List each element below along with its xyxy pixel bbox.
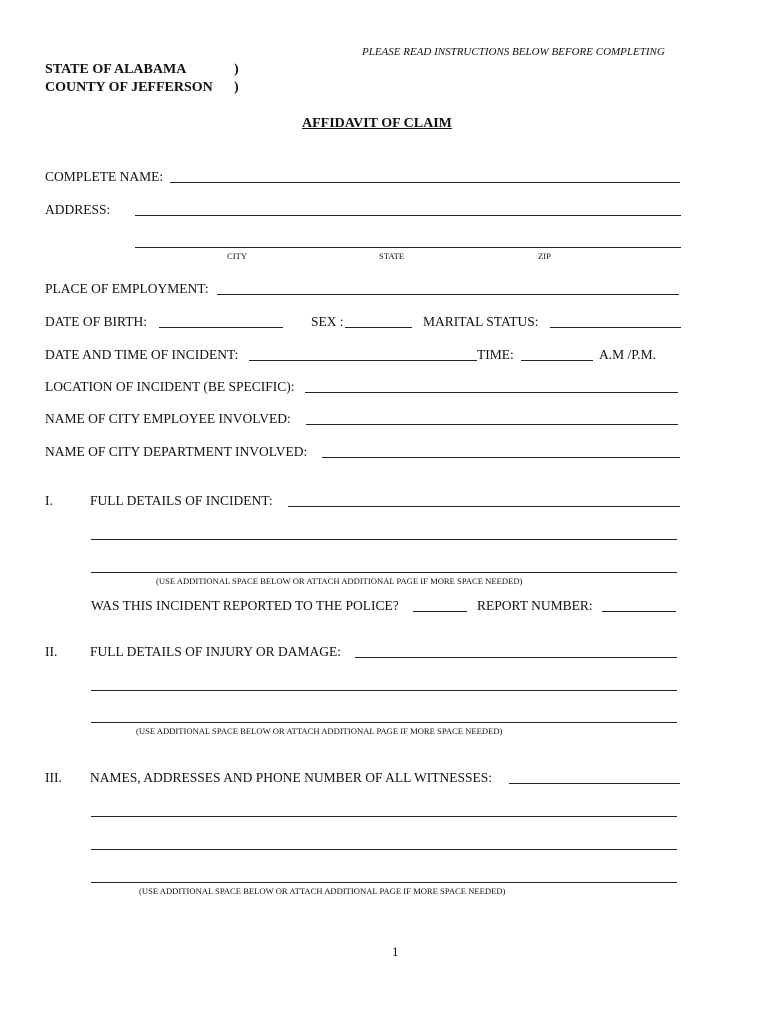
sex-field[interactable] (345, 327, 412, 328)
section-3-label: NAMES, ADDRESSES AND PHONE NUMBER OF ALL WITNESSES: (90, 770, 493, 785)
section-1-line-2[interactable] (91, 539, 677, 540)
address-line-1[interactable] (135, 215, 681, 216)
time-label: TIME: (477, 347, 514, 362)
employment-field[interactable] (217, 294, 679, 295)
instructions-note: PLEASE READ INSTRUCTIONS BELOW BEFORE COMPLETING (362, 46, 665, 58)
section-3-line-2[interactable] (91, 816, 677, 817)
section-1-line-3[interactable] (91, 572, 677, 573)
dob-label: DATE OF BIRTH: (45, 314, 147, 329)
employment-label: PLACE OF EMPLOYMENT: (45, 281, 209, 296)
county-heading: COUNTY OF JEFFERSON (45, 80, 213, 95)
report-number-label: REPORT NUMBER: (477, 598, 593, 613)
section-3-line-3[interactable] (91, 849, 677, 850)
section-2-number: II. (45, 644, 58, 659)
marital-field[interactable] (550, 327, 681, 328)
state-paren: ) (234, 62, 239, 77)
report-number-field[interactable] (602, 611, 676, 612)
section-2-line-3[interactable] (91, 722, 677, 723)
county-paren: ) (234, 80, 239, 95)
section-1-field[interactable] (288, 506, 680, 507)
police-question: WAS THIS INCIDENT REPORTED TO THE POLICE? (91, 598, 399, 613)
address-line-2[interactable] (135, 247, 681, 248)
section-2-line-2[interactable] (91, 690, 677, 691)
marital-label: MARITAL STATUS: (423, 314, 539, 329)
state-heading: STATE OF ALABAMA (45, 62, 187, 77)
address-label: ADDRESS: (45, 202, 111, 217)
am-pm-label: A.M /P.M. (599, 347, 657, 362)
section-1-label: FULL DETAILS OF INCIDENT: (90, 493, 273, 508)
department-field[interactable] (322, 457, 680, 458)
time-field[interactable] (521, 360, 593, 361)
complete-name-field[interactable] (170, 182, 680, 183)
sex-label: SEX : (311, 314, 344, 329)
section-3-field[interactable] (509, 783, 680, 784)
department-label: NAME OF CITY DEPARTMENT INVOLVED: (45, 444, 308, 459)
incident-date-label: DATE AND TIME OF INCIDENT: (45, 347, 239, 362)
dob-field[interactable] (159, 327, 283, 328)
page-number: 1 (392, 944, 399, 959)
section-2-note: (USE ADDITIONAL SPACE BELOW OR ATTACH ADDITIONAL PAGE IF MORE SPACE NEEDED) (136, 726, 503, 736)
section-3-line-4[interactable] (91, 882, 677, 883)
employee-field[interactable] (306, 424, 678, 425)
form-title: AFFIDAVIT OF CLAIM (302, 116, 452, 131)
police-answer-field[interactable] (413, 611, 467, 612)
employee-label: NAME OF CITY EMPLOYEE INVOLVED: (45, 411, 291, 426)
location-label: LOCATION OF INCIDENT (BE SPECIFIC): (45, 379, 295, 394)
location-field[interactable] (305, 392, 678, 393)
incident-date-field[interactable] (249, 360, 477, 361)
state-caption: STATE (379, 251, 405, 261)
section-2-field[interactable] (355, 657, 677, 658)
section-3-note: (USE ADDITIONAL SPACE BELOW OR ATTACH ADDITIONAL PAGE IF MORE SPACE NEEDED) (139, 886, 506, 896)
section-2-label: FULL DETAILS OF INJURY OR DAMAGE: (90, 644, 342, 659)
section-3-number: III. (45, 770, 62, 785)
section-1-number: I. (45, 493, 53, 508)
section-1-note: (USE ADDITIONAL SPACE BELOW OR ATTACH ADDITIONAL PAGE IF MORE SPACE NEEDED) (156, 576, 523, 586)
zip-caption: ZIP (538, 251, 551, 261)
complete-name-label: COMPLETE NAME: (45, 169, 164, 184)
city-caption: CITY (227, 251, 248, 261)
